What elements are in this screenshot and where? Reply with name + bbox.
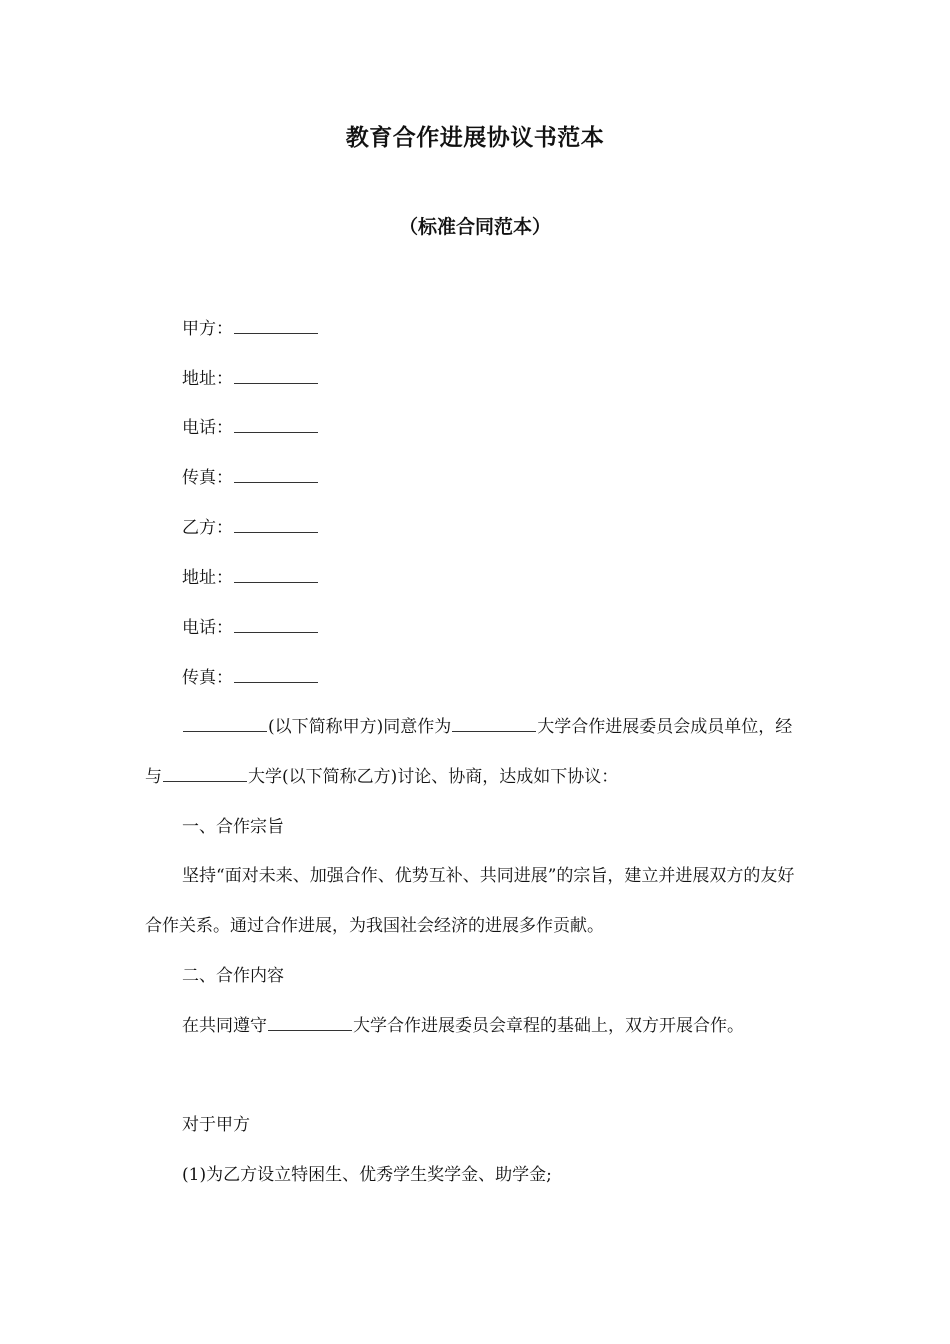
intro-blank-3 xyxy=(163,763,247,782)
intro-text-2: 大学合作进展委员会成员单位，经与 xyxy=(145,717,793,787)
party-b-address-label: 地址： xyxy=(182,568,233,588)
document-title: 教育合作进展协议书范本 xyxy=(345,125,605,151)
party-b-label: 乙方： xyxy=(182,518,233,538)
party-b-blank xyxy=(234,514,318,533)
section-2-heading: 二、合作内容 xyxy=(182,966,284,986)
party-a-address-field xyxy=(182,364,319,394)
party-a-blank xyxy=(234,315,318,334)
section-1-heading: 一、合作宗旨 xyxy=(182,817,284,837)
party-b-field xyxy=(182,513,319,543)
section-2-text-before: 在共同遵守 xyxy=(182,1016,267,1036)
party-a-address-blank xyxy=(234,365,318,384)
party-b-phone-field xyxy=(182,613,319,643)
intro-blank-2 xyxy=(452,713,536,732)
intro-text-3: 大学(以下简称乙方)讨论、协商，达成如下协议： xyxy=(248,767,619,787)
intro-blank-1 xyxy=(183,713,267,732)
section-2-text-after: 大学合作进展委员会章程的基础上，双方开展合作。 xyxy=(353,1016,744,1036)
party-b-fax-blank xyxy=(234,664,318,683)
party-a-phone-field xyxy=(182,413,319,443)
section-2-blank xyxy=(268,1012,352,1031)
party-a-phone-label: 电话： xyxy=(182,418,233,438)
party-a-label: 甲方： xyxy=(182,319,233,339)
party-a-fax-label: 传真： xyxy=(182,468,233,488)
party-a-duties-heading: 对于甲方 xyxy=(182,1115,250,1135)
party-b-fax-label: 传真： xyxy=(182,668,233,688)
section-1-text: 坚持“面对未来、加强合作、优势互补、共同进展”的宗旨，建立并进展双方的友好合作关系。通过合作进展，为我国社会经济的进展多作贡献。 xyxy=(145,866,795,936)
party-a-fax-blank xyxy=(234,464,318,483)
party-a-field xyxy=(182,314,319,344)
section-2-text xyxy=(182,1011,744,1041)
party-a-duty-item-1: (1)为乙方设立特困生、优秀学生奖学金、助学金; xyxy=(182,1165,552,1185)
document-subtitle: （标准合同范本） xyxy=(398,216,551,238)
party-b-phone-label: 电话： xyxy=(182,618,233,638)
party-b-address-field xyxy=(182,563,319,593)
party-b-phone-blank xyxy=(234,614,318,633)
party-a-phone-blank xyxy=(234,414,318,433)
party-b-fax-field xyxy=(182,663,319,693)
intro-paragraph xyxy=(145,702,809,802)
party-b-address-blank xyxy=(234,564,318,583)
party-a-address-label: 地址： xyxy=(182,369,233,389)
party-a-fax-field xyxy=(182,463,319,493)
intro-text-1: (以下简称甲方)同意作为 xyxy=(268,717,452,737)
